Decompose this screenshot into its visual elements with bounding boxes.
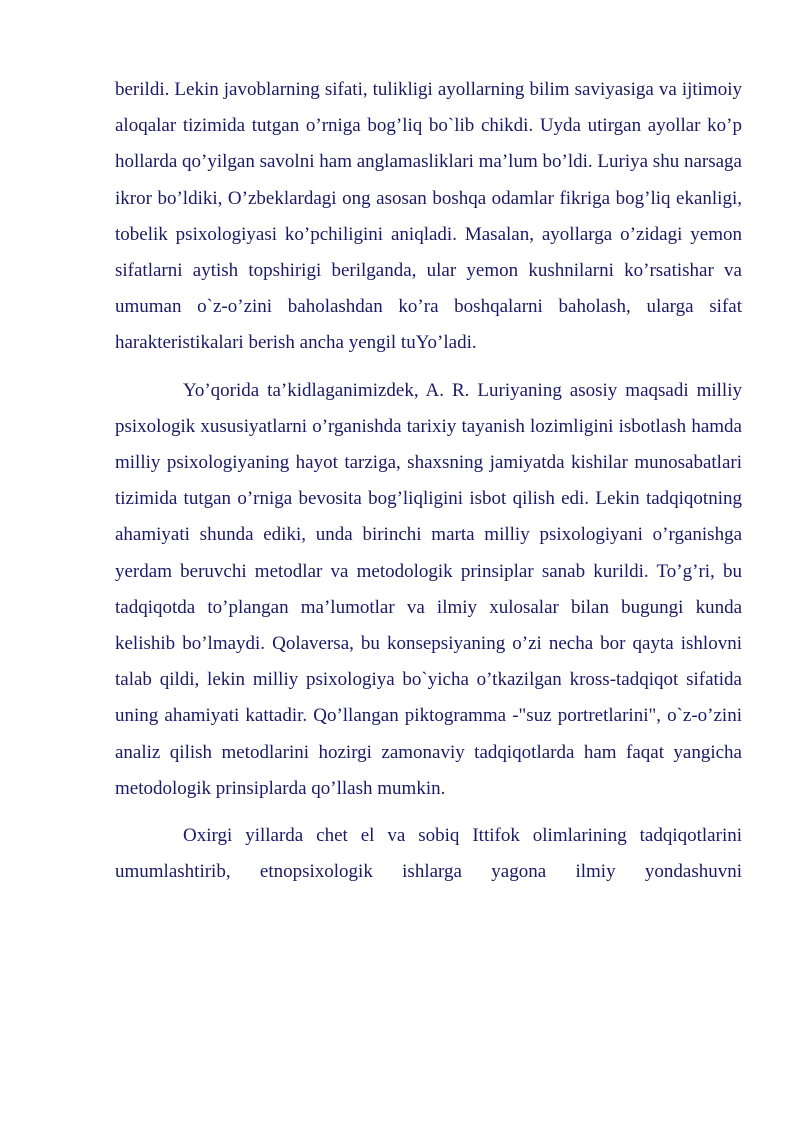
paragraph: Oxirgi yillarda chet el va sobiq Ittifok olimlarining tadqiqotlarini umumlashtirib, etnopsixologik ishlarga yagona ilmiy yondashuvni: [115, 825, 742, 883]
paragraph: berildi. Lekin javoblarning sifati, tulikligi ayollarning bilim saviyasiga va ijtimoiy aloqalar tizimida tutgan o’rniga bog’liq bo`lib chikdi. Uyda utirgan ayollar ko’p hollarda qo’yilgan savolni ham anglamasliklari ma’lum bo’ldi. Luriya shu narsaga ikror bo’ldiki, O’zbeklardagi ong asosan boshqa odamlar fikriga bog’liq ekanligi, tobelik psixologiyasi ko’pchiligini aniqladi. Masalan, ayollarga o’zidagi yemon sifatlarni aytish topshirigi berilganda, ular yemon kushnilarni ko’rsatishar va umuman o`z-o’zini baholashdan ko’ra boshqalarni baholash, ularga sifat harakteristikalari berish ancha yengil tuYo’ladi.: [115, 79, 742, 354]
document-page: [115, 72, 742, 890]
paragraph: Yo’qorida ta’kidlaganimizdek, A. R. Luriyaning asosiy maqsadi milliy psixologik xususiyatlarni o’rganishda tarixiy tayanish lozimligini isbotlash hamda milliy psixologiyaning hayot tarziga, shaxsning jamiyatda kishilar munosabatlari tizimida tutgan o’rniga bevosita bog’liqligini isbot qilish edi. Lekin tadqiqotning ahamiyati shunda ediki, unda birinchi marta milliy psixologiyani o’rganishga yerdam beruvchi metodlar va metodologik prinsiplar sanab kurildi. To’g’ri, bu tadqiqotda to’plangan ma’lumotlar va ilmiy xulosalar bilan bugungi kunda kelishib bo’lmaydi. Qolaversa, bu konsepsiyaning o’zi necha bor qayta ishlovni talab qildi, lekin milliy psixologiya bo`yicha o’tkazilgan kross-tadqiqot sifatida uning ahamiyati kattadir. Qo’llangan piktogramma -"suz portretlarini", o`z-o’zini analiz qilish metodlarini hozirgi zamonaviy tadqiqotlarda ham faqat yangicha metodologik prinsiplarda qo’llash mumkin.: [115, 379, 742, 799]
